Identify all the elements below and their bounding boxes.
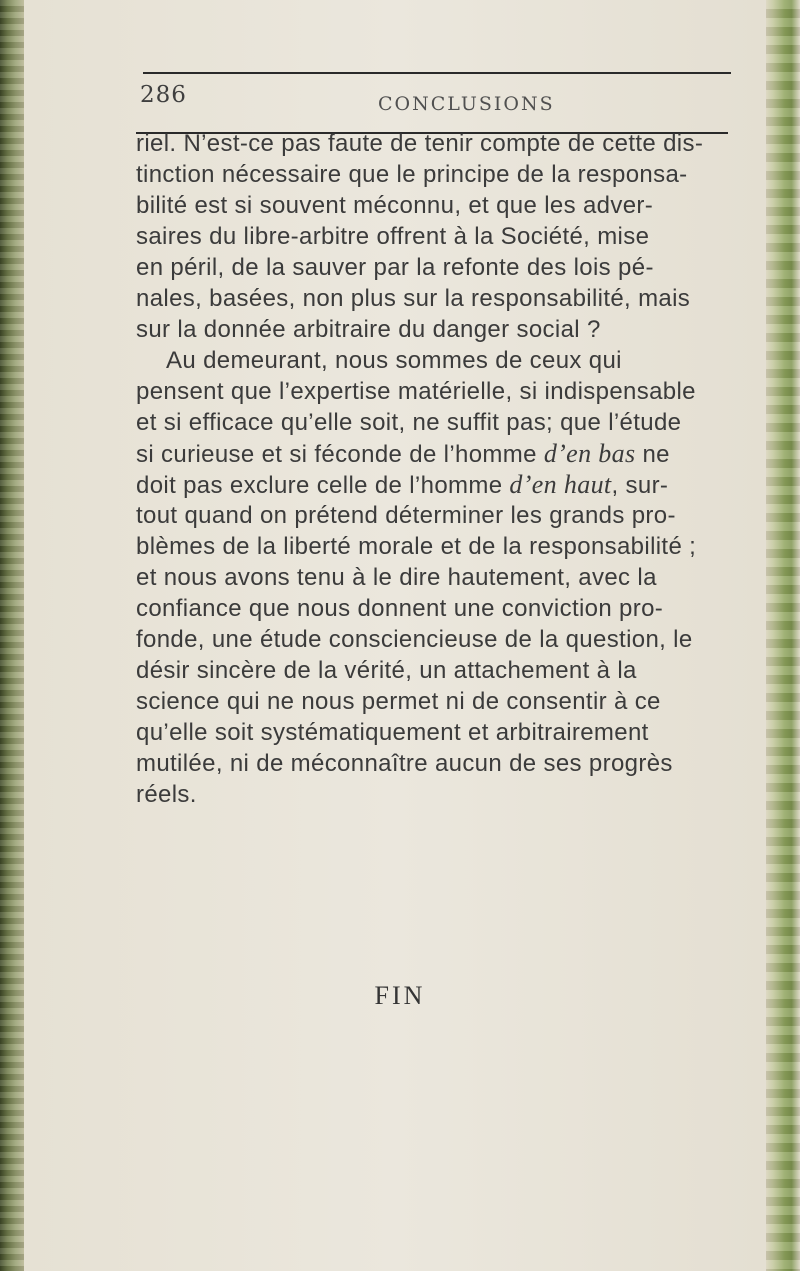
text-line-4: saires du libre-arbitre offrent à la Société, mise [136,223,650,250]
left-book-edge [0,0,24,1271]
text-line-10: et si efficace qu’elle soit, ne suffit pas; que l’étude [136,409,682,436]
text-line-19: science qui ne nous permet ni de consentir à ce [136,688,661,715]
text-line-11-start: si curieuse et si féconde de l’homme [136,441,544,468]
text-line-13: tout quand on prétend déterminer les grands pro- [136,502,676,529]
text-line-1: riel. N’est-ce pas faute de tenir compte de cette dis- [136,130,704,157]
text-line-21: mutilée, ni de méconnaître aucun de ses progrès [136,750,673,777]
end-marker: FIN [374,981,426,1010]
text-line-9: pensent que l’expertise matérielle, si indispensable [136,378,696,405]
header-top-rule [143,72,731,74]
text-line-12 [136,469,756,500]
text-line-12-start: doit pas exclure celle de l’homme [136,472,510,499]
right-book-edge [766,0,800,1271]
text-line-17: fonde, une étude consciencieuse de la question, le [136,626,693,653]
text-line-3: bilité est si souvent méconnu, et que les adver- [136,192,654,219]
text-line-7: sur la donnée arbitraire du danger social ? [136,316,601,343]
text-line-6: nales, basées, non plus sur la responsabilité, mais [136,285,691,312]
page-number: 286 [140,82,187,108]
text-line-15: et nous avons tenu à le dire hautement, avec la [136,564,657,591]
text-line-11-end: ne [635,441,670,468]
text-line-2: tinction nécessaire que le principe de la responsa- [136,161,688,188]
text-line-12-end: , sur- [611,472,669,499]
text-line-22: réels. [136,781,197,808]
text-line-18: désir sincère de la vérité, un attachement à la [136,657,637,684]
text-line-16: confiance que nous donnent une conviction pro- [136,595,664,622]
text-line-20: qu’elle soit systématiquement et arbitrairement [136,719,649,746]
text-line-14: blèmes de la liberté morale et de la responsabilité ; [136,533,697,560]
running-head: CONCLUSIONS [378,93,555,115]
text-line-11 [136,438,756,469]
text-line-8: Au demeurant, nous sommes de ceux qui [166,347,622,374]
italic-phrase-den-bas: d’en bas [543,439,636,468]
text-line-5: en péril, de la sauver par la refonte des lois pé- [136,254,654,281]
italic-phrase-den-haut: d’en haut [509,470,612,499]
main-text [136,128,756,810]
